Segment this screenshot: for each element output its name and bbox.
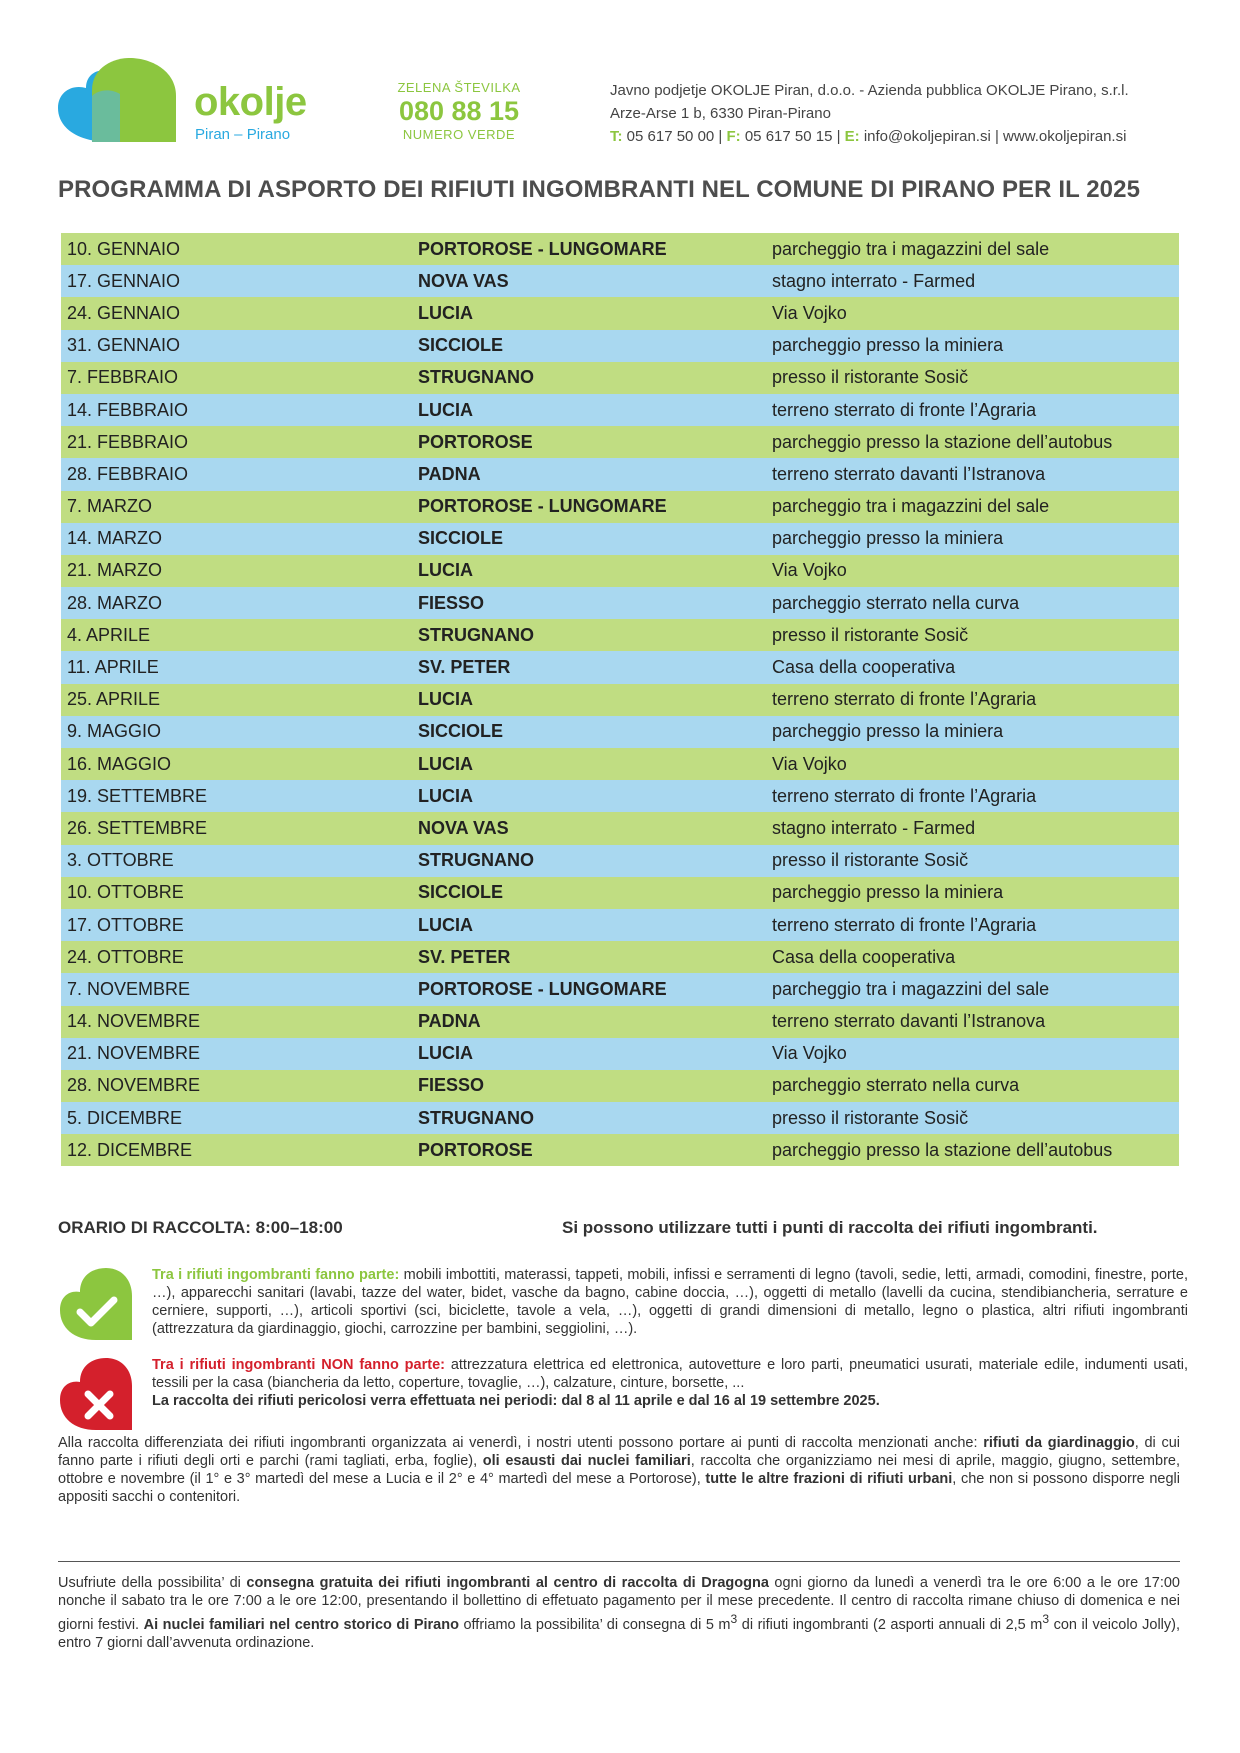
page-header bbox=[58, 52, 1188, 152]
footer-paragraph bbox=[58, 1574, 1180, 1652]
schedule-date: 25. APRILE bbox=[67, 689, 161, 710]
schedule-place: STRUGNANO bbox=[418, 624, 534, 645]
brand-subtitle: Piran – Pirano bbox=[195, 126, 291, 143]
table-row bbox=[61, 330, 1179, 362]
schedule-place: LUCIA bbox=[418, 399, 473, 420]
schedule-date: 28. FEBBRAIO bbox=[67, 463, 189, 484]
page-title: PROGRAMMA DI ASPORTO DEI RIFIUTI INGOMBRANTI NEL COMUNE DI PIRANO PER IL 2025 bbox=[58, 176, 1141, 203]
schedule-location: stagno interrato - Farmed bbox=[772, 270, 976, 291]
footer-sup-2: 3 bbox=[1042, 1612, 1050, 1626]
schedule-date: 21. FEBBRAIO bbox=[67, 431, 189, 452]
schedule-place: PORTOROSE - LUNGOMARE bbox=[418, 238, 667, 259]
table-row bbox=[61, 748, 1179, 780]
schedule-date: 16. MAGGIO bbox=[67, 753, 172, 774]
schedule-place: STRUGNANO bbox=[418, 367, 534, 388]
excluded-list: attrezzatura elettrica ed elettronica, autovetture e loro parti, pneumatici usurati, materiale edile, indumenti usati, tessili per la casa (biancheria da letto, coperture, tovaglie, …), calzature, cinture, borsette, ... bbox=[152, 1357, 1188, 1391]
schedule-date: 28. NOVEMBRE bbox=[67, 1075, 201, 1096]
table-row bbox=[61, 812, 1179, 844]
schedule-place: PADNA bbox=[418, 1011, 481, 1032]
table-row bbox=[61, 1070, 1179, 1102]
company-info bbox=[610, 79, 1129, 148]
schedule-location: parcheggio sterrato nella curva bbox=[772, 1075, 1020, 1096]
separate-collection-paragraph bbox=[58, 1434, 1180, 1506]
schedule-date: 14. MARZO bbox=[67, 528, 163, 549]
schedule-date: 24. GENNAIO bbox=[67, 302, 181, 323]
schedule-date: 9. MAGGIO bbox=[67, 721, 162, 742]
table-row bbox=[61, 394, 1179, 426]
table-row bbox=[61, 1038, 1179, 1070]
schedule-place: SICCIOLE bbox=[418, 528, 504, 549]
table-row bbox=[61, 909, 1179, 941]
schedule-place: PORTOROSE - LUNGOMARE bbox=[418, 978, 667, 999]
table-row bbox=[61, 491, 1179, 523]
schedule-date: 14. FEBBRAIO bbox=[67, 399, 189, 420]
schedule-location: parcheggio presso la stazione dell’autobus bbox=[772, 431, 1113, 452]
schedule-place: LUCIA bbox=[418, 914, 473, 935]
schedule-place: FIESSO bbox=[418, 1075, 485, 1096]
schedule-place: LUCIA bbox=[418, 302, 473, 323]
schedule-date: 31. GENNAIO bbox=[67, 335, 181, 356]
table-row bbox=[61, 1006, 1179, 1038]
table-row bbox=[61, 426, 1179, 458]
footer-text-2: ogni giorno da lunedì a venerdì tra le ore 6:00 a le ore 17:00 nonche il sabato tra le ore 7:00 a le ore 12:00, presentando il bollettino di effetuato pagamento per il mese precedente. Il centro di raccolta rimane chiuso di domenica e nei giorni festivi. bbox=[58, 1575, 1180, 1633]
schedule-place: LUCIA bbox=[418, 560, 473, 581]
email-link[interactable]: info@okoljepiran.si bbox=[863, 128, 991, 145]
excluded-text bbox=[152, 1356, 1188, 1410]
schedule-place: LUCIA bbox=[418, 1043, 473, 1064]
schedule-location: parcheggio tra i magazzini del sale bbox=[772, 496, 1050, 517]
schedule-place: LUCIA bbox=[418, 785, 473, 806]
table-row bbox=[61, 684, 1179, 716]
schedule-location: parcheggio presso la miniera bbox=[772, 335, 1004, 356]
schedule-place: SICCIOLE bbox=[418, 882, 504, 903]
schedule-place: PORTOROSE bbox=[418, 431, 533, 452]
separate-text-3: , raccolta che organizziamo nei mesi di aprile, maggio, giugno, settembre, ottobre e novembre (il 1° e 3° martedì del mese a Lucia e il 2° e 4° martedì del mese a Portorose), bbox=[58, 1453, 1180, 1487]
table-row bbox=[61, 651, 1179, 683]
schedule-location: stagno interrato - Farmed bbox=[772, 817, 976, 838]
schedule-date: 17. OTTOBRE bbox=[67, 914, 184, 935]
schedule-place: SV. PETER bbox=[418, 946, 511, 967]
table-row bbox=[61, 877, 1179, 909]
schedule-location: Via Vojko bbox=[772, 753, 847, 774]
schedule-location: presso il ristorante Sosič bbox=[772, 367, 969, 388]
separate-bold-1: rifiuti da giardinaggio bbox=[983, 1435, 1135, 1451]
schedule-date: 21. MARZO bbox=[67, 560, 163, 581]
fax-number: 05 617 50 15 bbox=[744, 128, 833, 145]
fax-label: F: bbox=[726, 128, 741, 145]
schedule-location: Via Vojko bbox=[772, 1043, 847, 1064]
heart-logo-icon bbox=[58, 56, 178, 146]
schedule-place: SV. PETER bbox=[418, 657, 511, 678]
footer-text-4: di rifiuti ingombranti (2 asporti annuali di 2,5 m bbox=[737, 1616, 1043, 1633]
collection-hours: ORARIO DI RACCOLTA: 8:00–18:00 bbox=[58, 1218, 343, 1237]
schedule-date: 11. APRILE bbox=[67, 657, 159, 678]
schedule-place: NOVA VAS bbox=[418, 270, 509, 291]
schedule-location: parcheggio presso la stazione dell’autobus bbox=[772, 1139, 1113, 1160]
table-row bbox=[61, 265, 1179, 297]
schedule-location: parcheggio tra i magazzini del sale bbox=[772, 238, 1050, 259]
company-contacts: T: 05 617 50 00 | F: 05 617 50 15 | E: info@okoljepiran.si | www.okoljepiran.si bbox=[610, 128, 1127, 145]
footer-text-5: con il veicolo Jolly), entro 7 giorni dall’avvenuta ordinazione. bbox=[58, 1616, 1180, 1651]
table-row bbox=[61, 973, 1179, 1005]
separate-text-2: , di cui fanno parte i rifiuti degli orti e parchi (rami tagliati, erba, foglie), bbox=[58, 1435, 1180, 1469]
green-number-label: ZELENA ŠTEVILKA bbox=[397, 80, 521, 95]
hazardous-waste-note: La raccolta dei rifiuti pericolosi verra effettuata nei periodi: dal 8 al 11 aprile e dal 16 al 19 settembre 2025. bbox=[152, 1393, 880, 1409]
schedule-date: 7. FEBBRAIO bbox=[67, 367, 179, 388]
check-heart-icon bbox=[58, 1266, 134, 1342]
company-address: Arze-Arse 1 b, 6330 Piran-Pirano bbox=[610, 105, 831, 122]
schedule-place: LUCIA bbox=[418, 753, 473, 774]
brand-name: okolje bbox=[194, 80, 307, 124]
schedule-location: terreno sterrato di fronte l’Agraria bbox=[772, 689, 1037, 710]
excluded-heading: Tra i rifiuti ingombranti NON fanno parte: bbox=[152, 1357, 445, 1373]
separate-text-4: , che non si possono disporre negli appositi sacchi o contenitori. bbox=[58, 1471, 1180, 1505]
table-row bbox=[61, 1134, 1179, 1166]
schedule-date: 10. GENNAIO bbox=[67, 238, 181, 259]
footer-bold-2: Ai nuclei familiari nel centro storico di Pirano bbox=[143, 1616, 459, 1633]
footer-text-1: Usufriute della possibilita’ di bbox=[58, 1575, 247, 1591]
phone-label: T: bbox=[610, 128, 623, 145]
schedule-location: presso il ristorante Sosič bbox=[772, 624, 969, 645]
table-row bbox=[61, 845, 1179, 877]
schedule-location: Via Vojko bbox=[772, 302, 847, 323]
schedule-location: Casa della cooperativa bbox=[772, 946, 956, 967]
schedule-date: 10. OTTOBRE bbox=[67, 882, 184, 903]
schedule-location: parcheggio presso la miniera bbox=[772, 721, 1004, 742]
table-row bbox=[61, 297, 1179, 329]
website-link[interactable]: www.okoljepiran.si bbox=[1003, 128, 1127, 145]
table-row bbox=[61, 362, 1179, 394]
included-text bbox=[152, 1266, 1188, 1338]
schedule-date: 7. MARZO bbox=[67, 496, 153, 517]
schedule-location: parcheggio presso la miniera bbox=[772, 528, 1004, 549]
schedule-location: parcheggio presso la miniera bbox=[772, 882, 1004, 903]
table-row bbox=[61, 941, 1179, 973]
schedule-place: NOVA VAS bbox=[418, 817, 509, 838]
schedule-location: parcheggio tra i magazzini del sale bbox=[772, 978, 1050, 999]
schedule-date: 12. DICEMBRE bbox=[67, 1139, 193, 1160]
schedule-place: PADNA bbox=[418, 463, 481, 484]
table-row bbox=[61, 233, 1179, 265]
schedule-location: terreno sterrato di fronte l’Agraria bbox=[772, 785, 1037, 806]
separate-bold-3: tutte le altre frazioni di rifiuti urbani bbox=[705, 1471, 953, 1487]
table-row bbox=[61, 780, 1179, 812]
separate-text-1: Alla raccolta differenziata dei rifiuti ingombranti organizzata ai venerdì, i nostri utenti possono portare ai punti di raccolta menzionati anche: bbox=[58, 1435, 984, 1451]
included-heading: Tra i rifiuti ingombranti fanno parte: bbox=[152, 1267, 400, 1283]
schedule-date: 24. OTTOBRE bbox=[67, 946, 184, 967]
schedule-date: 3. OTTOBRE bbox=[67, 850, 174, 871]
table-row bbox=[61, 587, 1179, 619]
schedule-date: 28. MARZO bbox=[67, 592, 163, 613]
schedule-place: LUCIA bbox=[418, 689, 473, 710]
green-number-label-it: NUMERO VERDE bbox=[402, 127, 516, 142]
schedule-date: 19. SETTEMBRE bbox=[67, 785, 208, 806]
schedule-table bbox=[61, 233, 1179, 1166]
divider bbox=[58, 1561, 1180, 1562]
schedule-place: SICCIOLE bbox=[418, 721, 504, 742]
table-row bbox=[61, 555, 1179, 587]
footer-sup-1: 3 bbox=[730, 1612, 738, 1626]
schedule-place: STRUGNANO bbox=[418, 850, 534, 871]
schedule-location: terreno sterrato davanti l’Istranova bbox=[772, 1011, 1046, 1032]
table-row bbox=[61, 523, 1179, 555]
included-list: mobili imbottiti, materassi, tappeti, mobili, infissi e serramenti di legno (tavoli, sedie, letti, armadi, comodini, finestre, porte, …), apparecchi sanitari (lavabi, tazze del water, bidet, vasche da bagno, cabine doccia, …), oggetti di metallo (lavelli da cucina, stendibiancheria, serrature e cerniere, supporti, …), articoli sportivi (sci, biciclette, tavole a vela, …), oggetti di grandi dimensioni di metallo, legno o plastica, altri rifiuti ingombranti (attrezzatura da giardinaggio, giochi, carrozzine per bambini, seggiolini, …). bbox=[152, 1267, 1189, 1337]
schedule-date: 21. NOVEMBRE bbox=[67, 1043, 201, 1064]
company-name: Javno podjetje OKOLJE Piran, d.o.o. - Azienda pubblica OKOLJE Pirano, s.r.l. bbox=[610, 82, 1129, 99]
schedule-location: terreno sterrato davanti l’Istranova bbox=[772, 463, 1046, 484]
email-label: E: bbox=[844, 128, 860, 145]
schedule-date: 7. NOVEMBRE bbox=[67, 978, 191, 999]
schedule-date: 14. NOVEMBRE bbox=[67, 1011, 201, 1032]
schedule-place: PORTOROSE - LUNGOMARE bbox=[418, 496, 667, 517]
table-row bbox=[61, 619, 1179, 651]
schedule-date: 5. DICEMBRE bbox=[67, 1107, 183, 1128]
schedule-date: 17. GENNAIO bbox=[67, 270, 181, 291]
schedule-place: FIESSO bbox=[418, 592, 485, 613]
green-number-value: 080 88 15 bbox=[398, 96, 520, 126]
schedule-location: presso il ristorante Sosič bbox=[772, 850, 969, 871]
table-row bbox=[61, 1102, 1179, 1134]
schedule-location: parcheggio sterrato nella curva bbox=[772, 592, 1020, 613]
okolje-logo bbox=[58, 52, 318, 148]
footer-bold-1: consegna gratuita dei rifiuti ingombranti al centro di raccolta di Dragogna bbox=[246, 1575, 769, 1591]
separate-bold-2: oli esausti dai nuclei familiari bbox=[482, 1453, 691, 1469]
footer-text-3: offriamo la possibilita’ di consegna di 5 m bbox=[458, 1616, 731, 1633]
schedule-location: presso il ristorante Sosič bbox=[772, 1107, 969, 1128]
schedule-location: Casa della cooperativa bbox=[772, 657, 956, 678]
green-number bbox=[384, 80, 534, 142]
all-points-note: Si possono utilizzare tutti i punti di raccolta dei rifiuti ingombranti. bbox=[562, 1218, 1098, 1237]
schedule-place: SICCIOLE bbox=[418, 335, 504, 356]
schedule-place: STRUGNANO bbox=[418, 1107, 534, 1128]
schedule-place: PORTOROSE bbox=[418, 1139, 533, 1160]
schedule-date: 4. APRILE bbox=[67, 624, 151, 645]
schedule-location: Via Vojko bbox=[772, 560, 847, 581]
table-row bbox=[61, 716, 1179, 748]
schedule-date: 26. SETTEMBRE bbox=[67, 817, 208, 838]
schedule-location: terreno sterrato di fronte l’Agraria bbox=[772, 914, 1037, 935]
schedule-location: terreno sterrato di fronte l’Agraria bbox=[772, 399, 1037, 420]
phone-number: 05 617 50 00 bbox=[626, 128, 715, 145]
table-row bbox=[61, 458, 1179, 490]
cross-heart-icon bbox=[58, 1356, 134, 1432]
